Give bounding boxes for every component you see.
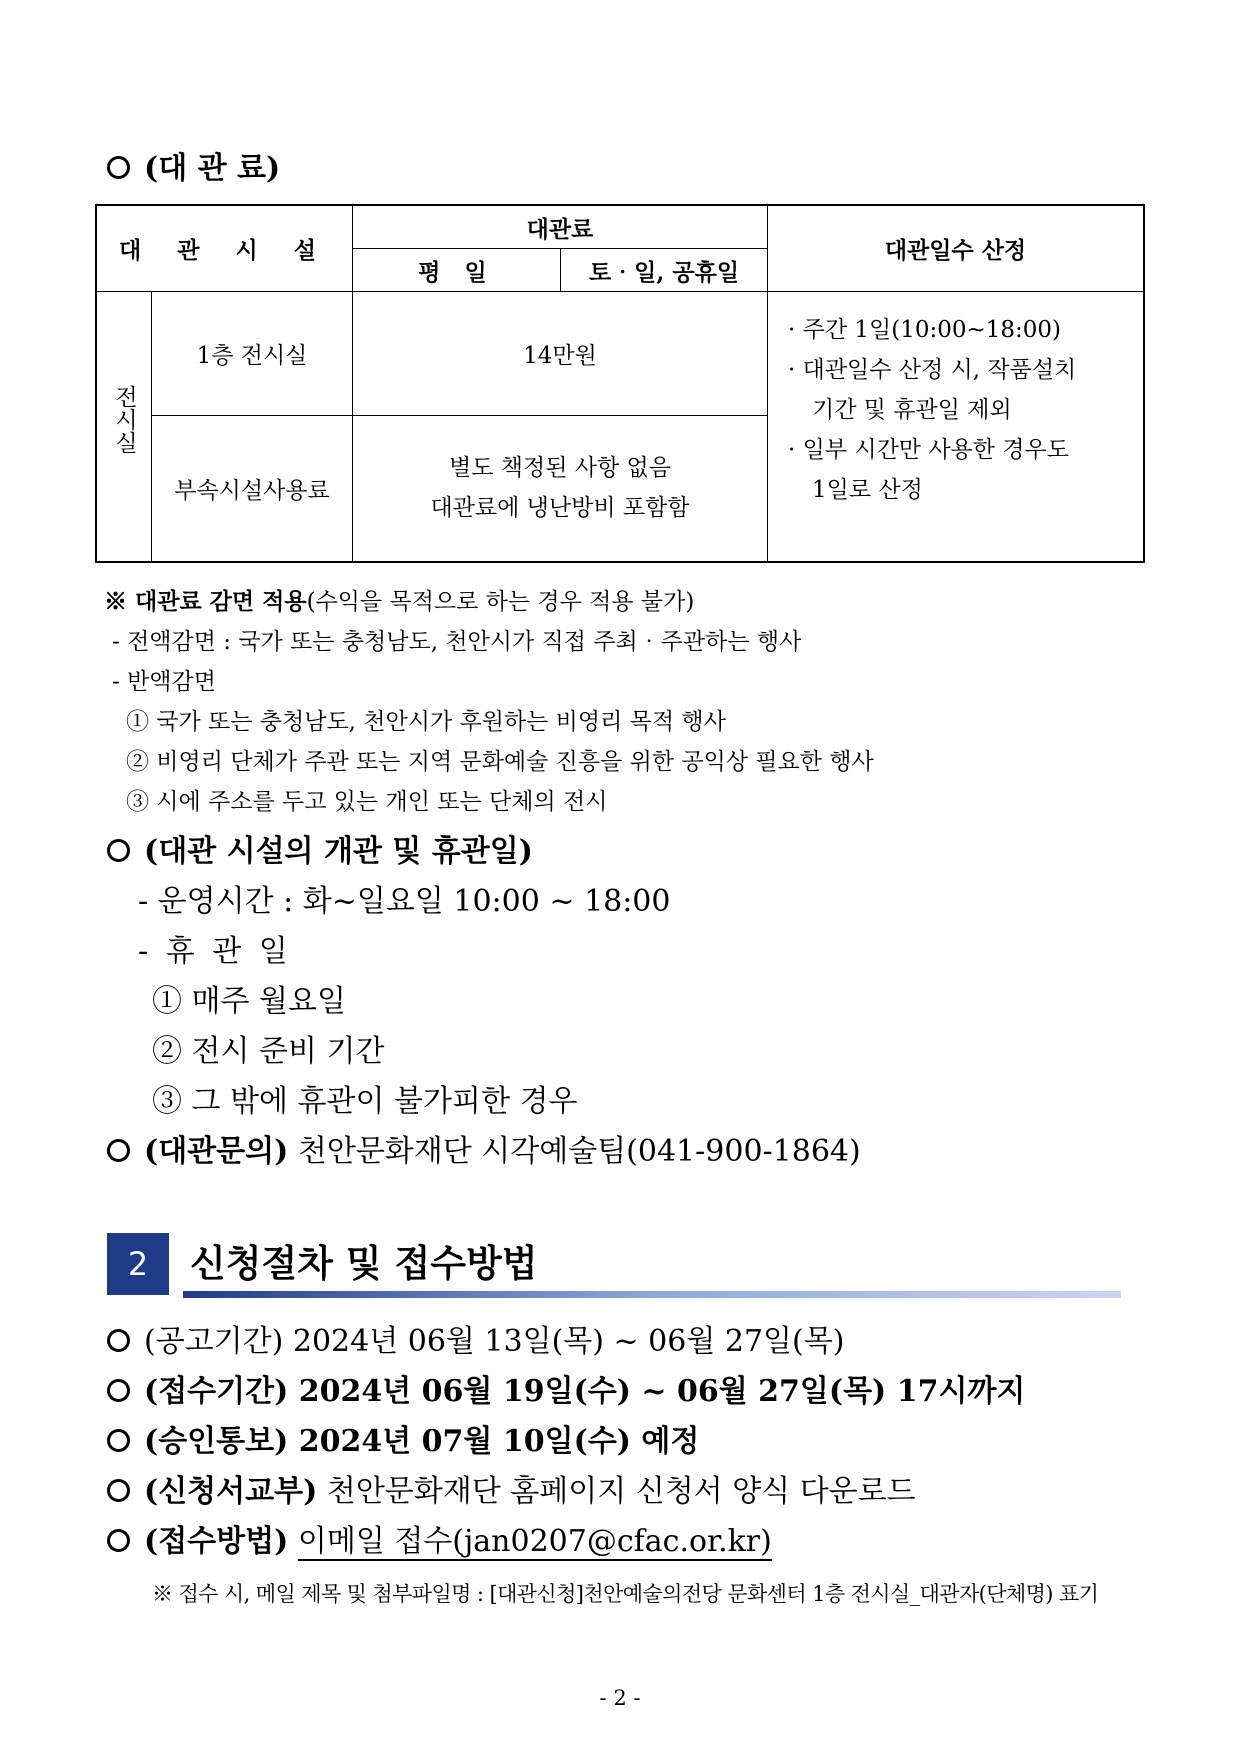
operating-hours: - 운영시간 : 화~일요일 10:00 ~ 18:00 <box>138 884 671 919</box>
discount-item: ② 비영리 단체가 주관 또는 지역 문화예술 진흥을 위한 공익상 필요한 행사 <box>126 749 874 775</box>
circle-bullet-icon <box>107 1529 130 1552</box>
procedure-item: (신청서교부) 천안문화재단 홈페이지 신청서 양식 다운로드 <box>107 1466 916 1510</box>
closed-item: ② 전시 준비 기간 <box>152 1034 385 1069</box>
page-number: - 2 - <box>599 1686 641 1710</box>
col-fee-header: 대관료 <box>353 205 768 249</box>
circle-bullet-icon <box>107 839 130 862</box>
closed-item: ③ 그 밖에 휴관이 불가피한 경우 <box>152 1084 578 1119</box>
circle-bullet-icon <box>107 1379 130 1402</box>
section-underline-bar <box>183 1291 1121 1298</box>
discount-full: - 전액감면 : 국가 또는 충청남도, 천안시가 직접 주최‧주관하는 행사 <box>112 629 802 655</box>
circle-bullet-icon <box>107 1139 130 1162</box>
discount-half: - 반액감면 <box>112 669 216 695</box>
col-days-header: 대관일수 산정 <box>768 205 1145 292</box>
col-weekend-header: 토‧일, 공휴일 <box>561 249 768 292</box>
circle-bullet-icon <box>107 1479 130 1502</box>
row2-name: 부속시설사용료 <box>152 416 353 562</box>
closed-item: ① 매주 월요일 <box>152 984 346 1019</box>
email-link[interactable]: 이메일 접수(jan0207@cfac.or.kr) <box>297 1524 772 1559</box>
procedure-item: (접수방법) 이메일 접수(jan0207@cfac.or.kr) <box>107 1516 772 1560</box>
discount-item: ③ 시에 주소를 두고 있는 개인 또는 단체의 전시 <box>126 789 608 815</box>
col-weekday-header: 평 일 <box>353 249 561 292</box>
section-title: 신청절차 및 접수방법 <box>190 1242 538 1285</box>
row2-fee: 별도 책정된 사항 없음 대관료에 냉난방비 포함함 <box>353 416 768 562</box>
discount-item: ① 국가 또는 충청남도, 천안시가 후원하는 비영리 목적 행사 <box>126 709 726 735</box>
circle-bullet-icon <box>107 156 130 179</box>
circle-bullet-icon <box>107 1429 130 1452</box>
row1-fee: 14만원 <box>353 292 768 416</box>
procedure-item: (승인통보) 2024년 07월 10일(수) 예정 <box>107 1416 699 1460</box>
section-number-badge: 2 <box>107 1233 169 1295</box>
fee-table <box>95 204 1145 563</box>
circle-bullet-icon <box>107 1329 130 1352</box>
procedure-item: (공고기간) 2024년 06월 13일(목) ~ 06월 27일(목) <box>107 1316 844 1360</box>
procedure-item: (접수기간) 2024년 06월 19일(수) ~ 06월 27일(목) 17시까지 <box>107 1366 1025 1410</box>
discount-notes <box>104 582 874 822</box>
col-facility-header: 대 관 시 설 <box>96 205 353 292</box>
closed-days: - 휴 관 일 <box>138 934 292 969</box>
row1-name: 1층 전시실 <box>152 292 353 416</box>
days-notes: · 주간 1일(10:00~18:00) · 대관일수 산정 시, 작품설치 기간 및 휴관일 제외 · 일부 시간만 사용한 경우도 1일로 산정 <box>768 292 1145 562</box>
category-label: 전시실 <box>111 385 137 455</box>
fee-heading: (대 관 료) <box>107 143 280 187</box>
email-note: ※ 접수 시, 메일 제목 및 첨부파일명 : [대관신청]천안예술의전당 문화센터 1층 전시실_대관자(단체명) 표기 <box>152 1582 1099 1606</box>
hours-heading: (대관 시설의 개관 및 휴관일) <box>107 826 533 870</box>
discount-title: ※ 대관료 감면 적용(수익을 목적으로 하는 경우 적용 불가) <box>104 588 695 615</box>
inquiry: (대관문의) 천안문화재단 시각예술팀(041-900-1864) <box>107 1126 861 1170</box>
category-cell <box>96 292 152 562</box>
